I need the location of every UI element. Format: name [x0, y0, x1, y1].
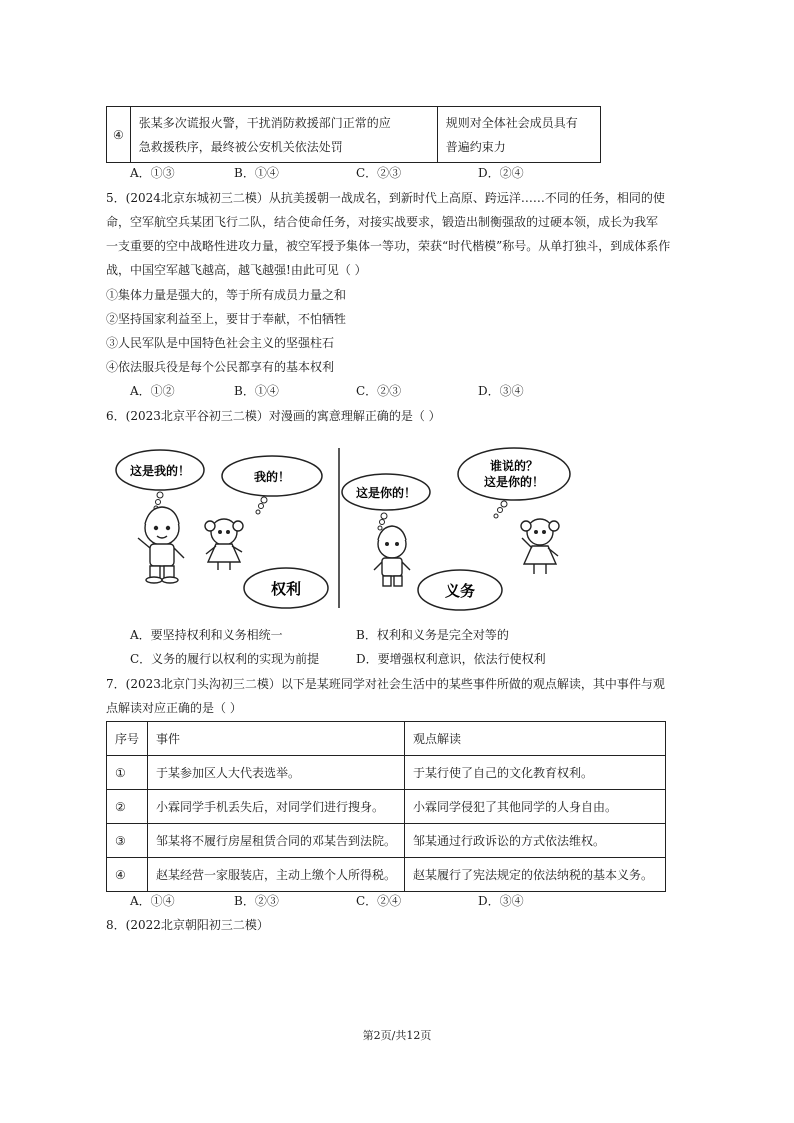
q4-row-number: ④ [107, 107, 131, 163]
speech-bubble-right-2 [458, 448, 570, 500]
row-view: 于某行使了自己的文化教育权利。 [405, 756, 666, 790]
thought-dot [498, 508, 503, 513]
row-view: 邹某通过行政诉讼的方式依法维权。 [405, 824, 666, 858]
row-event: 小霖同学手机丢失后，对同学们进行搜身。 [148, 790, 405, 824]
q5-option-a[interactable]: A．①② [130, 384, 175, 398]
girl-figure-left [205, 519, 243, 570]
q4-table [106, 106, 601, 163]
q7-stem-line2: 点解读对应正确的是（ ） [106, 701, 242, 715]
thought-dot [157, 492, 163, 498]
q7-table [106, 721, 666, 892]
right-bubble1-text: 这是你的！ [355, 486, 417, 500]
row-event: 于某参加区人大代表选举。 [148, 756, 405, 790]
thought-dot [259, 504, 264, 509]
q5-options [130, 382, 690, 400]
page-footer: 第2页/共12页 [362, 1029, 432, 1042]
q5-stem-line2: 命，空军航空兵某团飞行二队，结合使命任务，对接实战要求，锻造出制衡强敌的过硬本领，成长为我军 [106, 215, 659, 229]
q4-view-line1: 规则对全体社会成员具有 [445, 115, 578, 130]
girl-figure-right [521, 519, 559, 574]
q7-option-b[interactable]: B．②③ [234, 894, 279, 908]
q5-stem-line4: 战，中国空军越飞越高，越飞越强!由此可见（ ） [106, 263, 367, 277]
q6-options-row1 [130, 626, 690, 644]
q5-option-c[interactable]: C．②③ [356, 384, 402, 398]
q4-view-line2: 普遍约束力 [445, 139, 506, 154]
left-bubble1-text: 这是我的！ [129, 464, 191, 478]
left-bubble2-text: 我的！ [253, 470, 291, 484]
q4-option-a[interactable]: A．①③ [130, 166, 175, 180]
row-number: ② [107, 790, 148, 824]
q4-row-view [437, 107, 600, 163]
q7-option-d[interactable]: D．③④ [478, 894, 524, 908]
header-event: 事件 [148, 722, 405, 756]
q6-cartoon [104, 440, 574, 612]
thought-dot [256, 510, 260, 514]
q4-event-line1: 张某多次谎报火警，干扰消防救援部门正常的应 [138, 115, 391, 130]
table-row [107, 756, 666, 790]
table-row [107, 107, 601, 163]
q4-option-d[interactable]: D．②④ [478, 166, 524, 180]
q4-option-c[interactable]: C．②③ [356, 166, 402, 180]
right-bubble2-line2: 这是你的！ [483, 475, 545, 489]
q4-event-line2: 急救援秩序，最终被公安机关依法处罚 [138, 139, 343, 154]
q8-stem: 8．(2022北京朝阳初三二模） [106, 918, 269, 932]
q4-option-b[interactable]: B．①④ [234, 166, 279, 180]
thought-dot [494, 514, 498, 518]
thought-dot [381, 513, 387, 519]
header-view: 观点解读 [405, 722, 666, 756]
q7-option-c[interactable]: C．②④ [356, 894, 402, 908]
q6-option-c[interactable]: C．义务的履行以权利的实现为前提 [130, 652, 320, 666]
q7-option-a[interactable]: A．①④ [130, 894, 175, 908]
thought-dot [156, 500, 161, 505]
thought-dot [261, 497, 267, 503]
row-view: 小霖同学侵犯了其他同学的人身自由。 [405, 790, 666, 824]
q5-statement-2: ②坚持国家利益至上，要甘于奉献，不怕牺牲 [106, 312, 347, 326]
thought-dot [380, 520, 385, 525]
table-row [107, 790, 666, 824]
q4-row-event [130, 107, 437, 163]
boy-figure-right [374, 526, 410, 586]
header-number: 序号 [107, 722, 148, 756]
q5-stem-line3: 一支重要的空中战略性进攻力量，被空军授予集体一等功，荣获“时代楷模”称号。从单打独斗，到成体系作 [106, 239, 671, 253]
q5-option-b[interactable]: B．①④ [234, 384, 279, 398]
row-view: 赵某履行了宪法规定的依法纳税的基本义务。 [405, 858, 666, 892]
boy-figure-left [138, 507, 184, 583]
duties-label: 义务 [444, 582, 476, 600]
table-row [107, 858, 666, 892]
row-number: ① [107, 756, 148, 790]
row-number: ③ [107, 824, 148, 858]
table-row [107, 824, 666, 858]
q5-statement-4: ④依法服兵役是每个公民都享有的基本权利 [106, 360, 335, 374]
q6-options-row2 [130, 650, 690, 668]
q5-option-d[interactable]: D．③④ [478, 384, 524, 398]
q6-option-d[interactable]: D．要增强权利意识，依法行使权利 [356, 652, 546, 666]
thought-dot [501, 501, 507, 507]
row-number: ④ [107, 858, 148, 892]
q6-stem: 6．(2023北京平谷初三二模）对漫画的寓意理解正确的是（ ） [106, 409, 441, 423]
q6-option-a[interactable]: A．要坚持权利和义务相统一 [130, 628, 283, 642]
q7-options [130, 892, 690, 910]
thought-dot [378, 526, 382, 530]
q6-option-b[interactable]: B．权利和义务是完全对等的 [356, 628, 509, 642]
row-event: 赵某经营一家服装店，主动上缴个人所得税。 [148, 858, 405, 892]
right-bubble2-line1: 谁说的？ [489, 459, 539, 473]
q4-options [130, 164, 690, 182]
row-event: 邹某将不履行房屋租赁合同的邓某告到法院。 [148, 824, 405, 858]
q5-stem-line1: 5．(2024北京东城初三二模）从抗美援朝一战成名，到新时代上高原、跨远洋……不同的任务，相同的使 [106, 191, 665, 205]
table-header-row [107, 722, 666, 756]
q7-stem-line1: 7．(2023北京门头沟初三二模）以下是某班同学对社会生活中的某些事件所做的观点解读，其中事件与观 [106, 677, 665, 691]
q5-statement-3: ③人民军队是中国特色社会主义的坚强柱石 [106, 336, 335, 350]
rights-label: 权利 [270, 580, 302, 598]
q5-statement-1: ①集体力量是强大的，等于所有成员力量之和 [106, 288, 347, 302]
